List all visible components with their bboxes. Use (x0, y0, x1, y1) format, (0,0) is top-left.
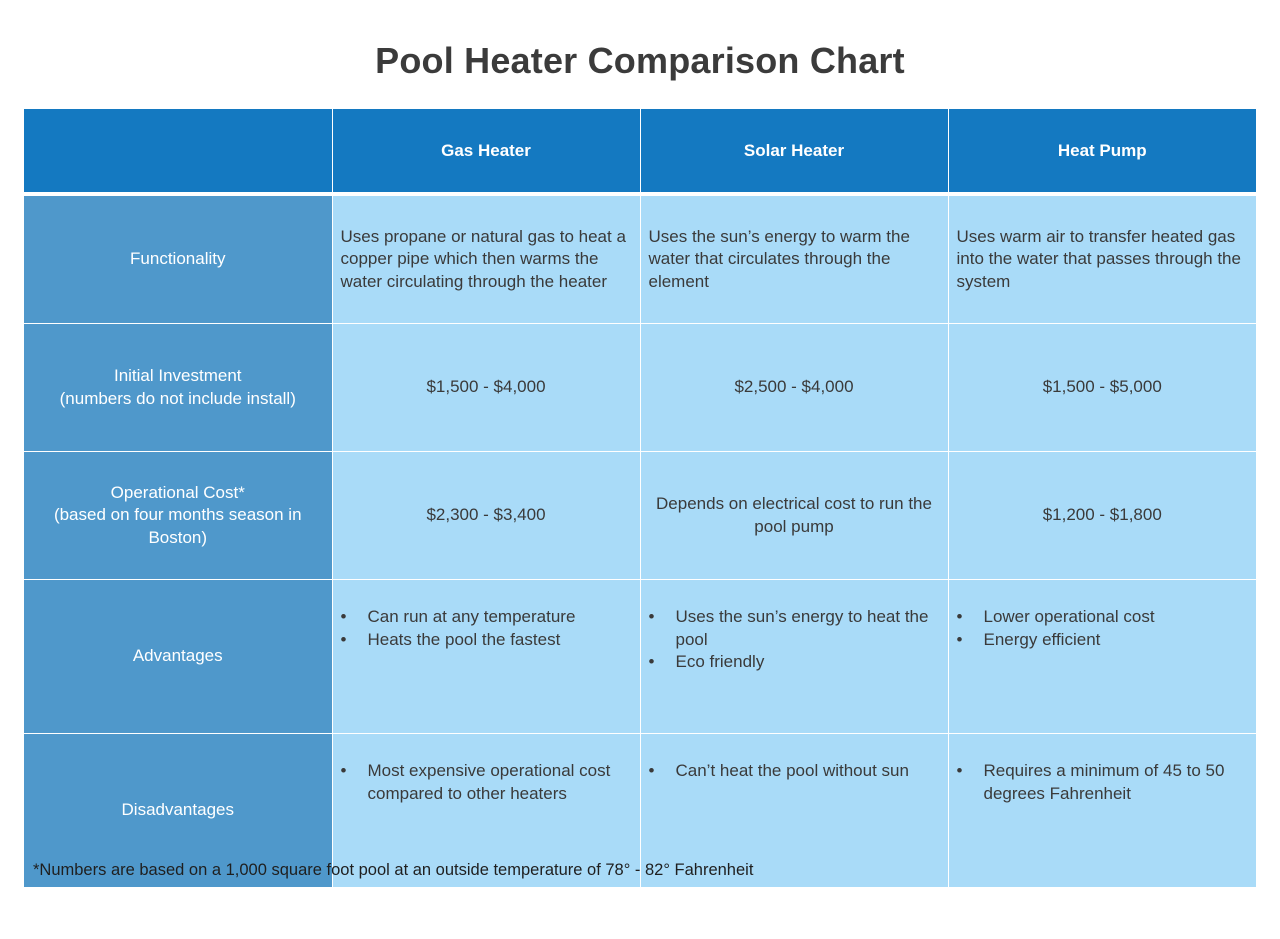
cell-advantages-heat-pump (948, 580, 1256, 734)
bullet-list (957, 760, 1249, 805)
list-item (957, 629, 1249, 652)
row-header-advantages (24, 580, 332, 734)
list-item-text: Energy efficient (983, 629, 1101, 649)
bullet-list (341, 760, 632, 805)
list-item (649, 606, 940, 651)
list-item (341, 629, 632, 652)
cell-functionality-gas: Uses propane or natural gas to heat a copper pipe which then warms the water circulating through the heater (332, 194, 640, 324)
bullet-icon: • (648, 652, 655, 671)
list-item-text: Lower operational cost (983, 607, 1155, 626)
cell-investment-gas: $1,500 - $4,000 (332, 324, 640, 452)
list-item-text: Requires a minimum of 45 to 50 degrees Fahrenheit (983, 761, 1225, 803)
column-header-solar-heater: Solar Heater (640, 109, 948, 194)
list-item (957, 606, 1249, 629)
bullet-icon: • (956, 629, 963, 649)
comparison-table (24, 109, 1256, 887)
bullet-icon: • (648, 607, 655, 626)
footnote: *Numbers are based on a 1,000 square foot pool at an outside temperature of 78° - 82° Fahrenheit (33, 861, 754, 879)
table-row (24, 324, 1256, 452)
cell-investment-solar: $2,500 - $4,000 (640, 324, 948, 452)
bullet-icon: • (340, 761, 347, 780)
bullet-list (649, 606, 940, 674)
row-header-label: Initial Investment (113, 366, 242, 385)
cell-operational-gas: $2,300 - $3,400 (332, 452, 640, 580)
bullet-list (649, 760, 940, 783)
list-item (649, 651, 940, 674)
column-header-gas-heater: Gas Heater (332, 109, 640, 194)
column-header-heat-pump: Heat Pump (948, 109, 1256, 194)
row-header-functionality (24, 194, 332, 324)
header-corner (24, 109, 332, 194)
cell-investment-heat-pump: $1,500 - $5,000 (948, 324, 1256, 452)
list-item (341, 606, 632, 629)
table-row (24, 452, 1256, 580)
table-row (24, 580, 1256, 734)
row-header-label: Advantages (132, 646, 223, 666)
row-header-label: Functionality (130, 249, 226, 269)
bullet-icon: • (956, 761, 963, 780)
bullet-icon: • (340, 629, 347, 649)
cell-disadvantages-heat-pump (948, 734, 1256, 888)
bullet-icon: • (956, 607, 963, 626)
page-title: Pool Heater Comparison Chart (375, 40, 905, 81)
header-row (24, 109, 1256, 194)
cell-advantages-gas (332, 580, 640, 734)
list-item (341, 760, 632, 805)
list-item-text: Most expensive operational cost compared to other heaters (367, 761, 611, 803)
cell-functionality-heat-pump: Uses warm air to transfer heated gas into the water that passes through the system (948, 194, 1256, 324)
list-item-text: Eco friendly (675, 652, 765, 671)
bullet-list (957, 606, 1249, 651)
list-item-text: Uses the sun’s energy to heat the pool (675, 607, 929, 649)
list-item (957, 760, 1249, 805)
bullet-list (341, 606, 632, 651)
list-item (649, 760, 940, 783)
list-item-text: Can run at any temperature (367, 607, 576, 626)
cell-operational-heat-pump: $1,200 - $1,800 (948, 452, 1256, 580)
list-item-text: Heats the pool the fastest (367, 629, 561, 649)
cell-advantages-solar (640, 580, 948, 734)
row-header-label: Operational Cost* (110, 482, 245, 502)
row-header-initial-investment (24, 324, 332, 452)
bullet-icon: • (648, 761, 655, 780)
cell-operational-solar: Depends on electrical cost to run the pool pump (640, 452, 948, 580)
row-header-label: Disadvantages (121, 800, 234, 820)
list-item-text: Can’t heat the pool without sun (675, 761, 909, 780)
row-header-sublabel: (based on four months season in Boston) (53, 505, 302, 547)
cell-functionality-solar: Uses the sun’s energy to warm the water that circulates through the element (640, 194, 948, 324)
row-header-sublabel: (numbers do not include install) (59, 388, 296, 408)
row-header-operational-cost (24, 452, 332, 580)
bullet-icon: • (340, 607, 347, 626)
table-row (24, 194, 1256, 324)
